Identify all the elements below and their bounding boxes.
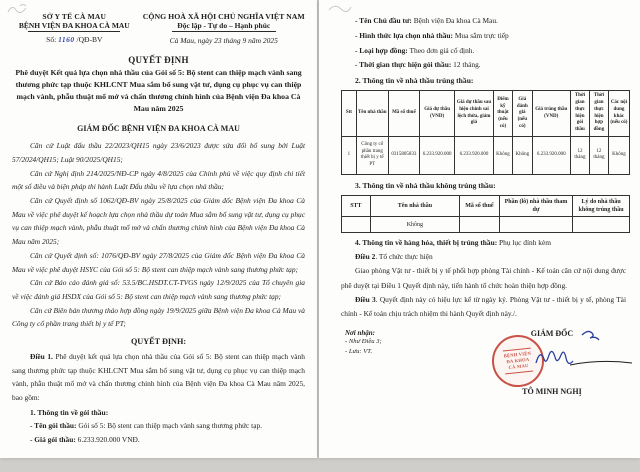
- duration-label: - Thời gian thực hiện gói thầu:: [355, 60, 452, 70]
- signer-name: TÔ MINH NGHỊ: [522, 386, 582, 396]
- parent-org-name: SỞ Y TẾ CÀ MAU: [42, 12, 107, 21]
- recipients-title: Nơi nhận:: [345, 328, 376, 337]
- document-page-2: [319, 0, 640, 458]
- article-3-text: . Quyết định này có hiệu lực kể từ ngày ký. Phòng Vật tư - thiết bị y tế, phòng Tài chính - Kế toán chịu trách nhiệm thi hành Quyết định này./.: [341, 294, 626, 318]
- section-3-heading: 3. Thông tin về nhà thầu không trúng thầu:: [355, 180, 496, 190]
- winning-table-header-cell: Stt: [342, 91, 357, 137]
- article-2-heading: [355, 250, 630, 264]
- article-2-body: Giao phòng Vật tư - thiết bị y tế phối hợp phòng Tài chính - Kế toán căn cứ nội dung được phê duyệt tại Điều 1 Quyết định này, tiến hành tổ chức hoàn thiện hợp đồng.: [341, 266, 626, 290]
- document-number-value: 1160: [58, 35, 75, 44]
- recital-paragraph: Căn cứ Báo cáo đánh giá số: 53.5/BC.HSDT.CT-TVGS ngày 12/9/2025 của Tổ chuyên gia về việc đánh giá HSDX của Gói số 5: Bộ stent can thiệp mạch vành sang thương phức tạp;: [12, 278, 305, 301]
- package-price-value: 6.233.920.000 VNĐ.: [77, 434, 140, 444]
- package-price-line: [30, 433, 305, 447]
- winning-table-header-cell: Giá đánh giá (nếu có): [513, 91, 532, 137]
- winning-table-header-row: [342, 91, 630, 137]
- winning-table-header-cell: Giá dự thầu sau hiệu chỉnh sai lệch thừa, giảm giá: [455, 91, 494, 137]
- owner-line: [355, 14, 630, 29]
- article-1-paragraph: [12, 350, 305, 405]
- decision-heading: QUYẾT ĐỊNH:: [130, 336, 187, 346]
- non-winning-table-header-row: [342, 196, 630, 217]
- national-motto: Độc lập - Tự do – Hạnh phúc: [177, 21, 271, 30]
- winning-table-cell: Công ty cổ phần trang thiết bị y tế PT: [356, 136, 388, 174]
- pencil-mark: [6, 2, 36, 16]
- section-4-value: Phụ lục đính kèm: [499, 238, 551, 248]
- non-winning-table-header-cell: Mã số thuế: [459, 196, 499, 217]
- article-3-paragraph: [341, 293, 626, 321]
- winning-table-cell: 1: [342, 136, 357, 174]
- winning-bidder-table: [341, 90, 630, 175]
- article-1-label: Điều 1.: [30, 351, 53, 361]
- winning-table-cell: 6.233.920.000: [532, 136, 571, 174]
- article-2-text: . Tổ chức thực hiện: [375, 252, 433, 262]
- recital-paragraph: Căn cứ Quyết định số: 1076/QĐ-BV ngày 27/8/2025 của Giám đốc Bệnh viện Đa khoa Cà Mau về việc phê duyệt HSYC của Gói số 5: Bộ stent can thiệp mạch vành sang thương phức tạp;: [12, 250, 305, 274]
- non-winning-table-cell: [499, 217, 572, 233]
- winning-table-cell: Không: [493, 136, 512, 174]
- document-number-suffix: /QĐ-BV: [76, 35, 103, 44]
- winning-table-cell: 12 tháng: [571, 136, 590, 174]
- document-number-label: Số:: [46, 35, 57, 44]
- non-winning-bidder-table: [341, 195, 630, 233]
- duration-line: [355, 58, 630, 73]
- section-2-heading: 2. Thông tin về nhà thầu trúng thầu:: [355, 76, 474, 86]
- package-name-value: Gói số 5: Bộ stent can thiệp mạch vành sang thương phức tạp.: [78, 421, 263, 431]
- winning-table-header-cell: Thời gian thực hiện gói thầu: [571, 91, 590, 137]
- contract-type-value: Theo đơn giá cố định.: [409, 45, 475, 55]
- pencil-mark: [327, 2, 353, 14]
- document-number: [10, 35, 139, 44]
- winning-table-cell: 6.233.920.000: [455, 136, 494, 174]
- package-name-label: - Tên gói thầu:: [30, 421, 77, 431]
- winning-table-header-cell: Các nội dung khác (nếu có): [608, 91, 629, 137]
- owner-value: Bệnh viện Đa khoa Cà Mau.: [413, 16, 498, 25]
- recitals-block: [0, 133, 317, 331]
- non-winning-table-cell: [459, 217, 499, 233]
- non-winning-table-row: [342, 217, 630, 233]
- package-price-label: - Giá gói thầu:: [30, 434, 76, 444]
- section-1-heading: 1. Thông tin về gói thầu:: [30, 407, 109, 417]
- winning-table-header-cell: Thời gian thực hiện hợp đồng: [589, 91, 608, 137]
- selection-method-label: - Hình thức lựa chọn nhà thầu:: [355, 30, 453, 40]
- winning-table-cell: Không: [608, 136, 629, 174]
- owner-label: - Tên Chủ đầu tư:: [355, 16, 412, 25]
- recital-paragraph: Căn cứ Quyết định số 1062/QĐ-BV ngày 25/8/2025 của Giám đốc Bệnh viện Đa khoa Cà Mau về việc phê duyệt kế hoạch lựa chọn nhà thầu dự toán Mua sắm bổ sung vật tư, dụng cụ phục vụ can thiệp mạch vành, phẫu thuật mổ mở và chấn thương chỉnh hình của Bệnh viện Đa khoa Cà Mau năm 2025;: [12, 196, 305, 247]
- winning-table-header-cell: Giá dự thầu (VND): [420, 91, 455, 137]
- section-4-label: 4. Thông tin về hàng hóa, thiết bị trúng thầu:: [355, 238, 498, 248]
- document-subtitle: Phê duyệt Kết quả lựa chọn nhà thầu của Gói số 5: Bộ stent can thiệp mạch vành sang thương phức tạp thuộc KHLCNT Mua sắm bổ sung vật tư, dụng cụ phục vụ can thiệp mạch vành, phẫu thuật mổ mở và chấn thương chỉnh hình của Bệnh viện Đa khoa Cà Mau năm 2025: [15, 68, 302, 114]
- selection-method-value: Mua sắm trực tiếp: [454, 30, 509, 40]
- recipients-block: [341, 329, 474, 409]
- non-winning-table-header-cell: STT: [342, 196, 371, 217]
- official-red-stamp: [489, 332, 546, 389]
- winning-table-header-cell: Giá trúng thầu (VND): [532, 91, 571, 137]
- non-winning-table-cell: Không: [370, 217, 459, 233]
- winning-table-cell: 12 tháng: [589, 136, 608, 174]
- selection-method-line: [355, 29, 630, 44]
- article-2-label: Điều 2: [355, 252, 376, 262]
- winning-table-header-cell: Điểm kỹ thuật (nếu có): [493, 91, 512, 137]
- article-3-label: Điều 3: [355, 294, 376, 304]
- package-name-line: [30, 419, 305, 433]
- winning-table-cell: 0315805833: [388, 136, 419, 174]
- issuing-org-block: [10, 12, 139, 45]
- winning-table-cell: Không: [513, 136, 532, 174]
- title-block: [0, 55, 317, 115]
- signature-block: [474, 329, 630, 409]
- recital-paragraph: Căn cứ Nghị định 214/2025/NĐ-CP ngày 4/8/2025 của Chính phủ về việc quy định chi tiết một số điều và biện pháp thi hành Luật Đấu thầu về lựa chọn nhà thầu;: [12, 168, 305, 192]
- org-underline: [28, 31, 120, 32]
- contract-type-line: [355, 44, 630, 59]
- document-footer: [341, 329, 630, 409]
- winning-table-header-cell: Mã số thuế: [388, 91, 419, 137]
- document-title: QUYẾT ĐỊNH: [128, 55, 189, 65]
- place-dateline: Cà Mau, ngày 23 tháng 9 năm 2025: [169, 36, 278, 45]
- non-winning-table-header-cell: Phần (lô) nhà thầu tham dự: [499, 196, 572, 217]
- issuing-authority: GIÁM ĐỐC BỆNH VIỆN ĐA KHOA CÀ MAU: [77, 124, 240, 134]
- national-title: CỘNG HOÀ XÃ HỘI CHỦ NGHĨA VIỆT NAM: [142, 12, 305, 21]
- stamp-text: BỆNH VIỆN ĐA KHOA CÀ MAU: [503, 347, 533, 374]
- non-winning-table-header-cell: Lý do nhà thầu không trúng thầu: [573, 196, 630, 217]
- recital-paragraph: Căn cứ Luật đấu thầu 22/2023/QH15 ngày 23/6/2023 được sửa đổi bổ sung bởi Luật 57/2024/QH15; Luật 90/2025/QH15;: [12, 141, 305, 164]
- non-winning-table-cell: [342, 217, 371, 233]
- non-winning-table-header-cell: Tên nhà thầu: [370, 196, 459, 217]
- winning-table-row: [342, 136, 630, 174]
- decision-body: [0, 346, 317, 447]
- duration-value: 12 tháng.: [453, 60, 481, 70]
- non-winning-table-cell: [573, 217, 630, 233]
- winning-table-header-cell: Tên nhà thầu: [356, 91, 388, 137]
- article-1-text: Phê duyệt kết quả lựa chọn nhà thầu của Gói số 5: Bộ stent can thiệp mạch vành sang thương phức tạp thuộc KHLCNT Mua sắm bổ sung vật tư, dụng cụ phục vụ can thiệp mạch vành, phẫu thuật mổ mở và chấn thương chỉnh hình của Bệnh viện Đa khoa Cà Mau năm 2025, bao gồm:: [12, 351, 305, 402]
- national-motto-block: [139, 12, 309, 45]
- recipient-item: - Như Điều 3;: [345, 337, 382, 345]
- page-2-body: [319, 0, 640, 409]
- contract-type-label: - Loại hợp đồng:: [355, 45, 408, 55]
- section-4-line: [355, 236, 630, 250]
- recital-paragraph: Căn cứ Biên bản thương thảo hợp đồng ngày 19/9/2025 giữa Bệnh viện Đa khoa Cà Mau và Công ty cổ phần trang thiết bị y tế PT;: [12, 305, 305, 329]
- motto-underline: [172, 31, 276, 32]
- org-name: BỆNH VIỆN ĐA KHOA CÀ MAU: [18, 21, 130, 30]
- signer-role: GIÁM ĐỐC: [530, 328, 574, 338]
- winning-table-cell: 6.233.920.000: [420, 136, 455, 174]
- document-page-1: [0, 0, 317, 458]
- recipient-item: - Lưu: VT.: [345, 348, 373, 356]
- document-header: [0, 0, 317, 45]
